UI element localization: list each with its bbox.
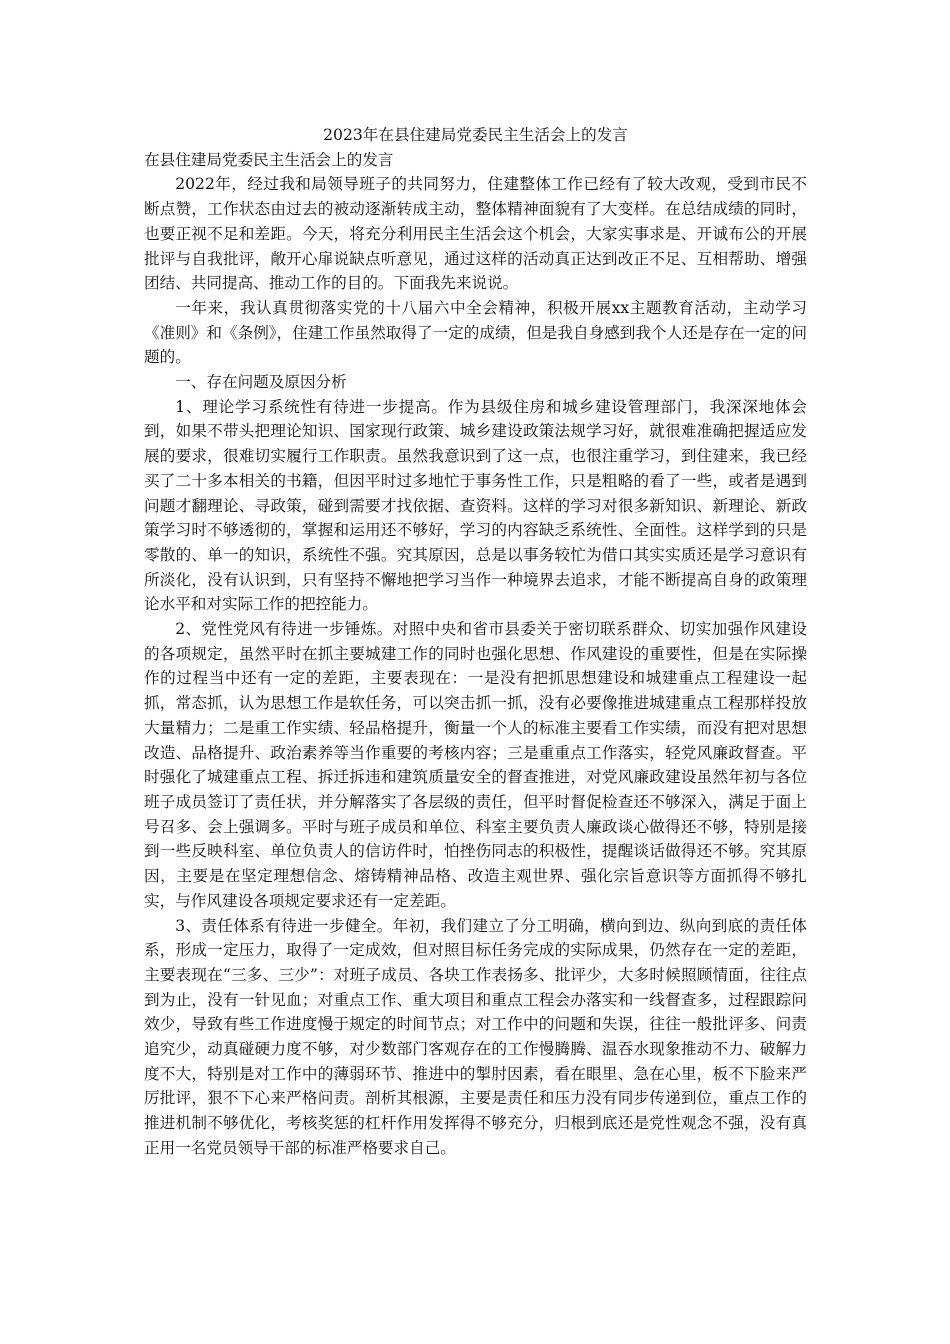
section-heading: 一、存在问题及原因分析 — [175, 373, 347, 392]
document-body — [144, 123, 807, 1161]
paragraph-issue-1: 1、理论学习系统性有待进一步提高。作为县级住房和城乡建设管理部门，我深深地体会到，如果不带头把理论知识、国家现行政策、城乡建设政策法规学习好，就很难准确把握适应发展的要求，很难切实履行工作职责。虽然我意识到了这一点，也很注重学习，到住建来，我已经买了二十多本相关的书籍，但因平时过多地忙于事务性工作，只是粗略的看了一些，或者是遇到问题才翻理论、寻政策，碰到需要才找依据、查资料。这样的学习对很多新知识、新理论、新政策学习时不够透彻的，掌握和运用还不够好，学习的内容缺乏系统性、全面性。这样学到的只是零散的、单一的知识，系统性不强。究其原因，总是以事务较忙为借口其实实质还是学习意识有所淡化，没有认识到，只有坚持不懈地把学习当作一种境界去追求，才能不断提高自身的政策理论水平和对实际工作的把控能力。 — [144, 397, 807, 614]
paragraph-issue-2: 2、党性党风有待进一步锤炼。对照中央和省市县委关于密切联系群众、切实加强作风建设的各项规定，虽然平时在抓主要城建工作的同时也强化思想、作风建设的重要性，但是在实际操作的过程当中还有一定的差距，主要表现在：一是没有把抓思想建设和城建重点工程建设一起抓，常态抓，认为思想工作是软任务，可以突击抓一抓，没有必要像推进城建重点工程那样投放大量精力；二是重工作实绩、轻品格提升，衡量一个人的标准主要看工作实绩，而没有把对思想改造、品格提升、政治素养等当作重要的考核内容；三是重重点工作落实，轻党风廉政督查。平时强化了城建重点工程、拆迁拆违和建筑质量安全的督查推进，对党风廉政建设虽然年初与各位班子成员签订了责任状，并分解落实了各层级的责任，但平时督促检查还不够深入，满足于面上号召多、会上强调多。平时与班子成员和单位、科室主要负责人廉政谈心做得还不够，特别是接到一些反映科室、单位负责人的信访件时，怕挫伤同志的积极性，提醒谈话做得还不够。究其原因，主要是在坚定理想信念、熔铸精神品格、改造主观世界、强化宗旨意识等方面抓得不够扎实，与作风建设各项规定要求还有一定差距。 — [144, 620, 807, 910]
paragraph-intro: 2022年，经过我和局领导班子的共同努力，住建整体工作已经有了较大改观，受到市民不断点赞，工作状态由过去的被动逐渐转成主动，整体精神面貌有了大变样。在总结成绩的同时，也要正视不足和差距。今天，将充分利用民主生活会这个机会，大家实事求是、开诚布公的开展批评与自我批评，敞开心扉说缺点听意见，通过这样的活动真正达到改正不足、互相帮助、增强团结、共同提高、推动工作的目的。下面我先来说说。 — [144, 175, 807, 293]
paragraph-issue-3: 3、责任体系有待进一步健全。年初，我们建立了分工明确，横向到边、纵向到底的责任体系，形成一定压力，取得了一定成效，但对照目标任务完成的实际成果，仍然存在一定的差距，主要表现在“三多、三少”：对班子成员、各块工作表扬多、批评少，大多时候照顾情面，往往点到为止，没有一针见血；对重点工作、重大项目和重点工程会办落实和一线督查多，过程跟踪问效少，导致有些工作进度慢于规定的时间节点；对工作中的问题和失误，往往一般批评多、问责追究少，动真碰硬力度不够，对少数部门客观存在的工作慢腾腾、温吞水现象推动不力、破解力度不大，特别是对工作中的薄弱环节、推进中的掣肘因素，看在眼里、急在心里，板不下脸来严厉批评，狠不下心来严格问责。剖析其根源，主要是责任和压力没有同步传递到位，重点工作的推进机制不够优化，考核奖惩的杠杆作用发挥得不够充分，归根到底还是党性观念不强，没有真正用一名党员领导干部的标准严格要求自己。 — [144, 916, 807, 1157]
document-title: 2023年在县住建局党委民主生活会上的发言 — [323, 126, 628, 144]
document-subtitle: 在县住建局党委民主生活会上的发言 — [144, 150, 394, 169]
paragraph-overview: 一年来，我认真贯彻落实党的十八届六中全会精神，积极开展xx主题教育活动，主动学习《准则》和《条例》，住建工作虽然取得了一定的成绩，但是我自身感到我个人还是存在一定的问题的。 — [144, 298, 807, 367]
